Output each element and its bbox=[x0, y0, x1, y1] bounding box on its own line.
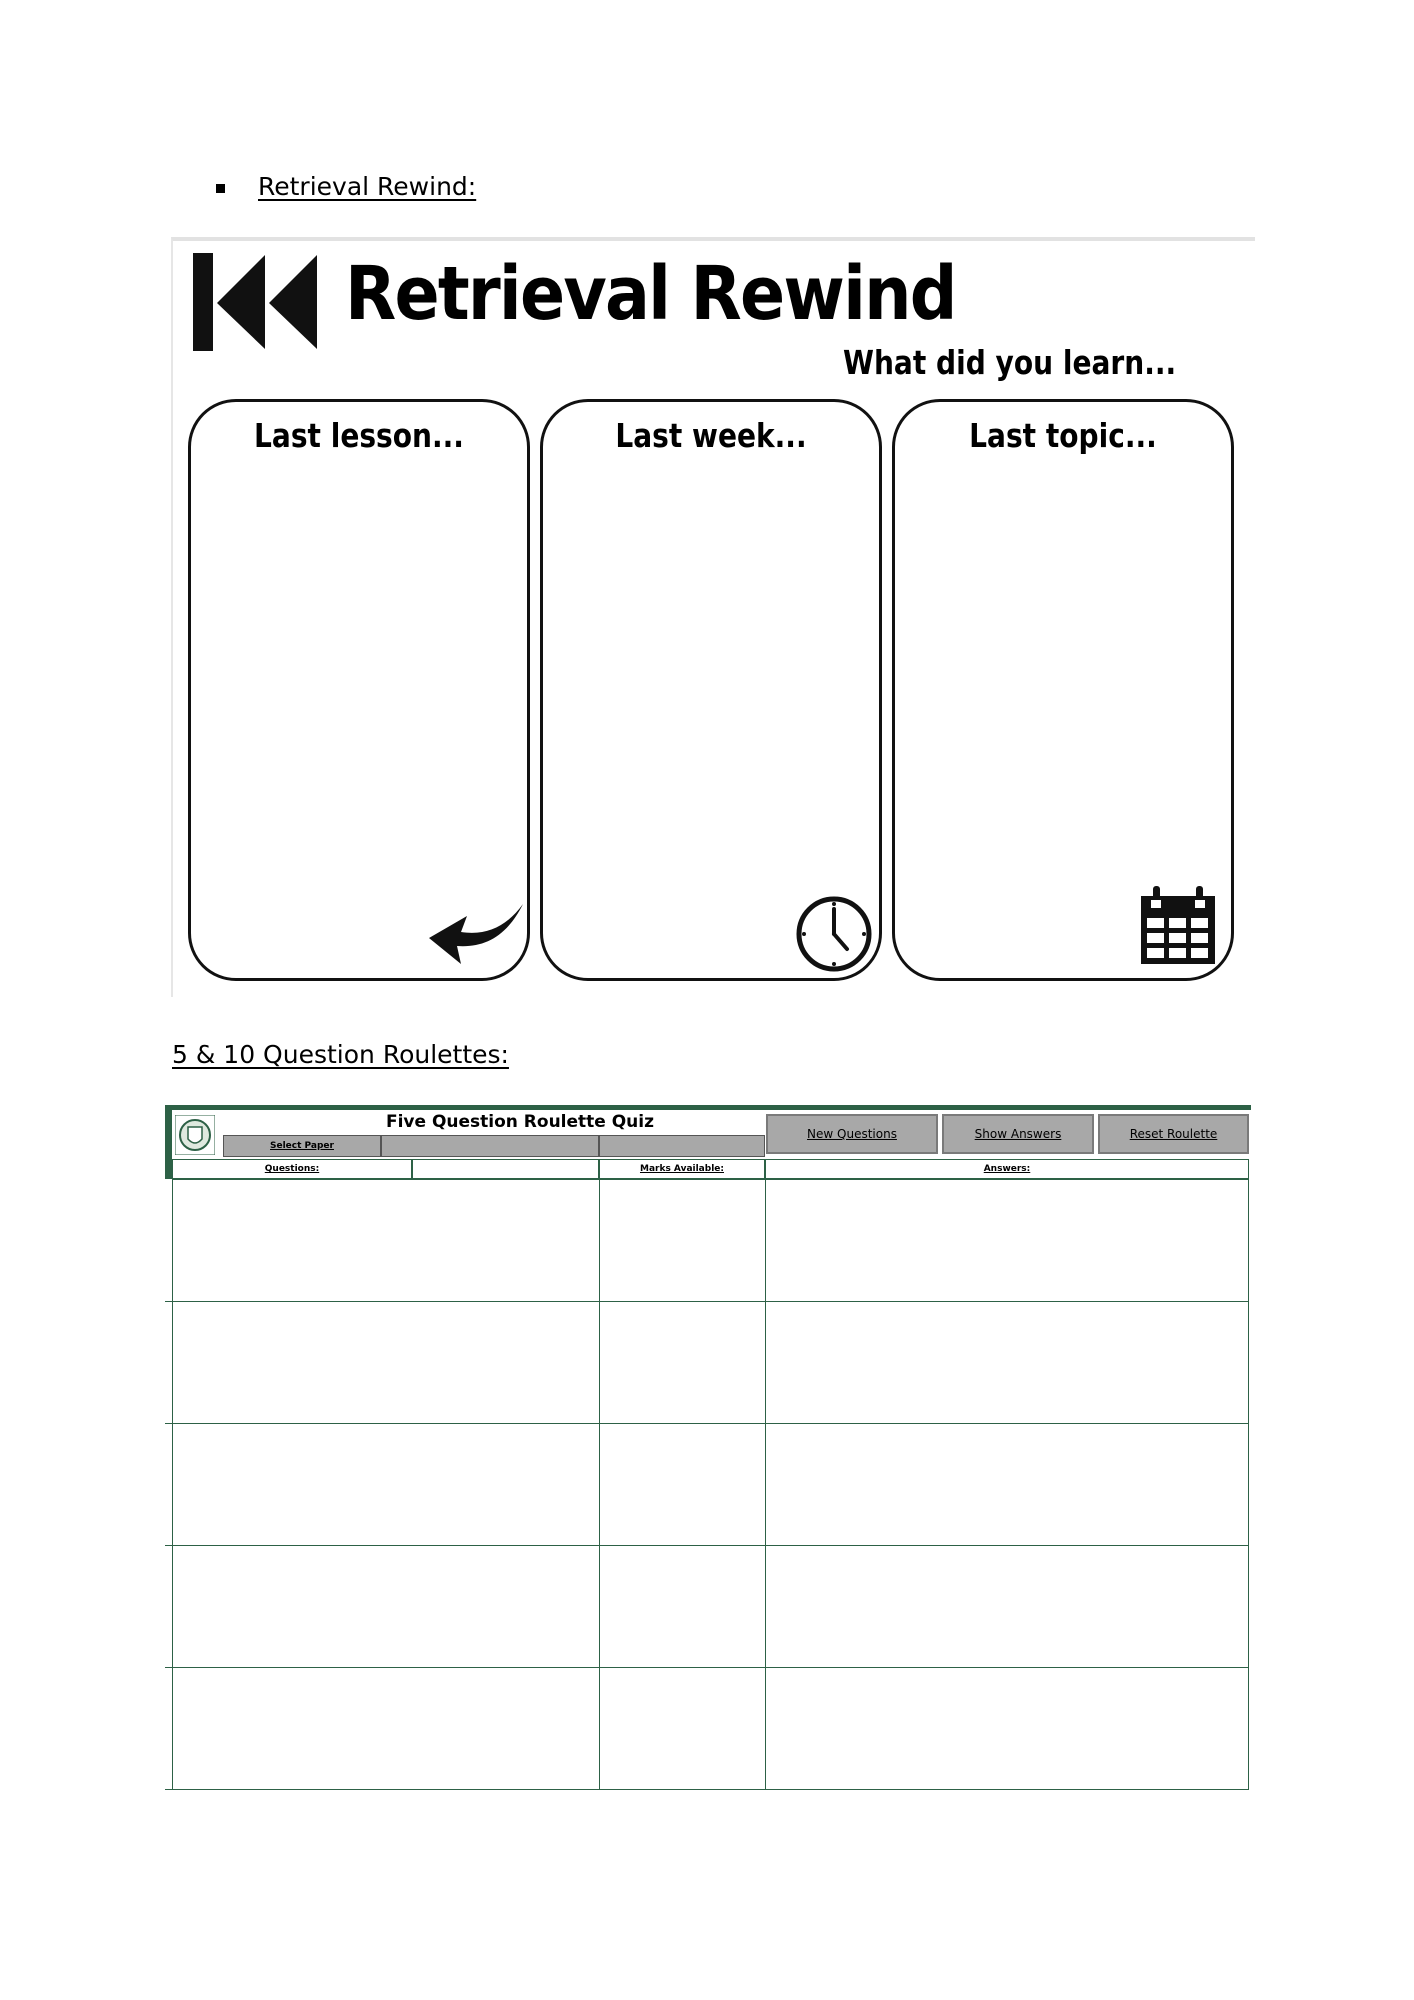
question-cell[interactable] bbox=[172, 1545, 600, 1668]
answer-cell[interactable] bbox=[765, 1545, 1249, 1668]
question-cell[interactable] bbox=[172, 1301, 600, 1424]
panel-last-week bbox=[540, 399, 882, 981]
school-crest-icon bbox=[175, 1115, 215, 1155]
question-cell[interactable] bbox=[172, 1423, 600, 1546]
marks-cell[interactable] bbox=[599, 1423, 766, 1546]
show-answers-button[interactable]: Show Answers bbox=[942, 1114, 1094, 1154]
panel-last-lesson bbox=[188, 399, 530, 981]
reset-roulette-button[interactable]: Reset Roulette bbox=[1098, 1114, 1249, 1154]
answers-header bbox=[765, 1159, 1249, 1179]
rewind-icon bbox=[193, 253, 323, 353]
roulette-section-heading: 5 & 10 Question Roulettes: bbox=[172, 1040, 509, 1069]
quiz-title: Five Question Roulette Quiz bbox=[385, 1112, 655, 1132]
roulette-quiz-sheet bbox=[165, 1105, 1251, 1793]
new-questions-button[interactable]: New Questions bbox=[766, 1114, 938, 1154]
select-paper-label: Select Paper bbox=[270, 1141, 334, 1151]
panel-title: Last lesson... bbox=[254, 416, 464, 455]
panel-last-topic bbox=[892, 399, 1234, 981]
paper-value-cell[interactable] bbox=[381, 1135, 599, 1157]
marks-header-label: Marks Available: bbox=[639, 1164, 724, 1174]
retrieval-rewind-card bbox=[171, 237, 1255, 997]
marks-cell[interactable] bbox=[599, 1545, 766, 1668]
questions-header bbox=[172, 1159, 412, 1179]
panel-title: Last topic... bbox=[969, 416, 1157, 455]
panel-title: Last week... bbox=[615, 416, 807, 455]
marks-cell[interactable] bbox=[599, 1301, 766, 1424]
clock-icon bbox=[795, 895, 873, 973]
marks-cell[interactable] bbox=[599, 1179, 766, 1302]
rewind-subtitle: What did you learn... bbox=[843, 343, 1177, 382]
rewind-heading-text: Retrieval Rewind: bbox=[258, 172, 477, 201]
marks-cell[interactable] bbox=[599, 1667, 766, 1790]
bullet-icon bbox=[216, 184, 225, 193]
calendar-icon bbox=[1139, 886, 1217, 966]
questions-header-label: Questions: bbox=[264, 1164, 320, 1174]
paper-extra-cell bbox=[599, 1135, 765, 1157]
answer-cell[interactable] bbox=[765, 1301, 1249, 1424]
return-arrow-icon bbox=[427, 902, 527, 972]
answers-header-label: Answers: bbox=[983, 1164, 1031, 1174]
select-paper-dropdown[interactable] bbox=[223, 1135, 381, 1157]
answer-cell[interactable] bbox=[765, 1179, 1249, 1302]
question-cell[interactable] bbox=[172, 1667, 600, 1790]
rewind-title: Retrieval Rewind bbox=[345, 251, 956, 337]
marks-header bbox=[599, 1159, 765, 1179]
answer-cell[interactable] bbox=[765, 1423, 1249, 1546]
question-cell[interactable] bbox=[172, 1179, 600, 1302]
header-blank-cell bbox=[412, 1159, 599, 1179]
answer-cell[interactable] bbox=[765, 1667, 1249, 1790]
